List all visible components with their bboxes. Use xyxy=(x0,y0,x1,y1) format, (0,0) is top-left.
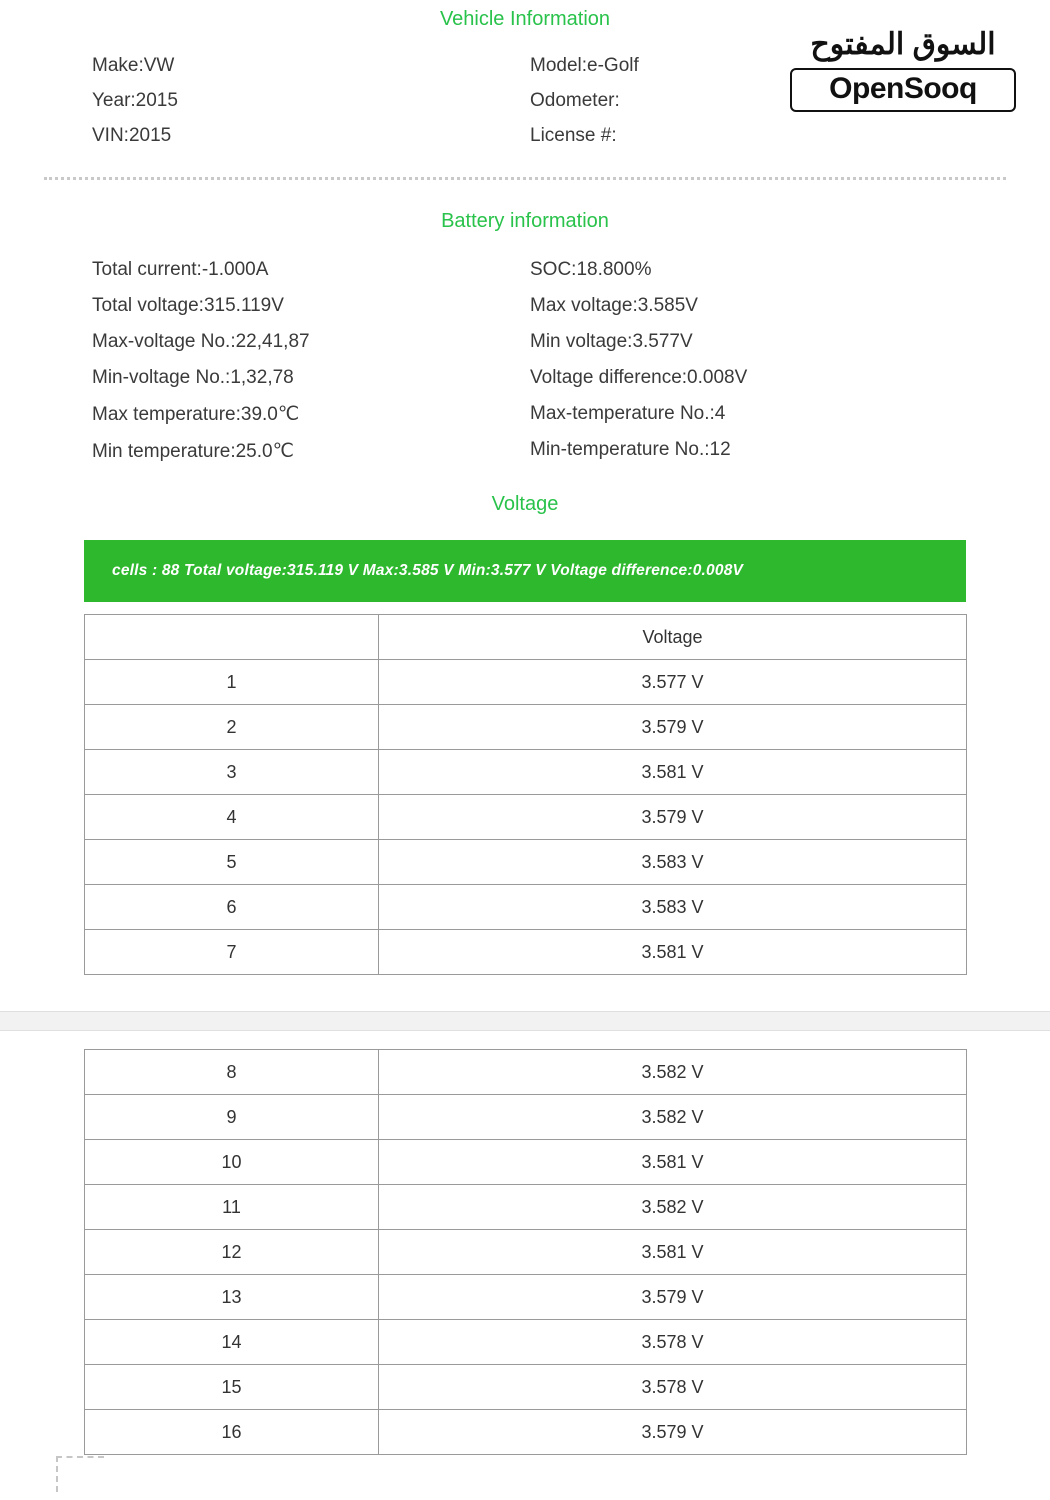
battery-total-current: Total current:-1.000A xyxy=(92,259,269,280)
vehicle-info-left-column xyxy=(92,55,522,147)
cell-voltage: 3.582 V xyxy=(379,1185,967,1230)
cell-voltage: 3.581 V xyxy=(379,930,967,975)
table-row xyxy=(85,1275,967,1320)
cell-index: 8 xyxy=(85,1050,379,1095)
cell-voltage: 3.582 V xyxy=(379,1050,967,1095)
vehicle-make: Make:VW xyxy=(92,55,175,76)
table-row xyxy=(85,1140,967,1185)
opensooq-logo xyxy=(790,30,1016,112)
table-row xyxy=(85,1320,967,1365)
cell-index: 11 xyxy=(85,1185,379,1230)
cell-voltage: 3.583 V xyxy=(379,885,967,930)
vehicle-license: License #: xyxy=(530,125,617,146)
cell-index: 15 xyxy=(85,1365,379,1410)
battery-min-voltage: Min voltage:3.577V xyxy=(530,331,693,352)
logo-arabic-text: السوق المفتوح xyxy=(810,28,996,61)
cell-index: 5 xyxy=(85,840,379,885)
voltage-summary-bar: cells : 88 Total voltage:315.119 V Max:3.585 V Min:3.577 V Voltage difference:0.008V xyxy=(84,540,966,602)
battery-information-title: Battery information xyxy=(441,210,609,232)
cell-index: 1 xyxy=(85,660,379,705)
voltage-table-bottom xyxy=(84,1049,967,1455)
table-row xyxy=(85,840,967,885)
cell-voltage: 3.578 V xyxy=(379,1365,967,1410)
cell-voltage: 3.578 V xyxy=(379,1320,967,1365)
corner-crop-mark xyxy=(56,1456,104,1492)
table-row xyxy=(85,1185,967,1230)
cell-index: 10 xyxy=(85,1140,379,1185)
cell-voltage: 3.579 V xyxy=(379,1410,967,1455)
logo-latin-text: OpenSooq xyxy=(829,72,977,105)
cell-voltage: 3.579 V xyxy=(379,705,967,750)
battery-info-grid xyxy=(0,259,1050,463)
table-row xyxy=(85,1410,967,1455)
cell-index: 6 xyxy=(85,885,379,930)
table-row xyxy=(85,795,967,840)
battery-max-temperature-no: Max-temperature No.:4 xyxy=(530,403,726,424)
vehicle-odometer: Odometer: xyxy=(530,90,620,111)
table-row xyxy=(85,1095,967,1140)
cell-index: 14 xyxy=(85,1320,379,1365)
table-row xyxy=(85,1230,967,1275)
cell-voltage: 3.579 V xyxy=(379,795,967,840)
battery-voltage-difference: Voltage difference:0.008V xyxy=(530,367,748,388)
cell-index: 2 xyxy=(85,705,379,750)
battery-soc: SOC:18.800% xyxy=(530,259,652,280)
cell-index: 7 xyxy=(85,930,379,975)
battery-max-voltage-no: Max-voltage No.:22,41,87 xyxy=(92,331,310,352)
table-header-index xyxy=(85,615,379,660)
battery-min-temperature: Min temperature:25.0℃ xyxy=(92,441,294,462)
battery-max-temperature: Max temperature:39.0℃ xyxy=(92,404,300,425)
cell-index: 16 xyxy=(85,1410,379,1455)
table-row xyxy=(85,705,967,750)
battery-min-voltage-no: Min-voltage No.:1,32,78 xyxy=(92,367,294,388)
battery-max-voltage: Max voltage:3.585V xyxy=(530,295,698,316)
vehicle-vin: VIN:2015 xyxy=(92,125,172,146)
cell-index: 3 xyxy=(85,750,379,795)
page-break-separator xyxy=(0,1011,1050,1031)
battery-info-right-column xyxy=(522,259,960,463)
table-row xyxy=(85,1365,967,1410)
battery-total-voltage: Total voltage:315.119V xyxy=(92,295,284,316)
battery-info-left-column xyxy=(92,259,522,463)
table-row xyxy=(85,660,967,705)
table-row xyxy=(85,930,967,975)
cell-voltage: 3.579 V xyxy=(379,1275,967,1320)
voltage-section-title: Voltage xyxy=(491,493,559,515)
cell-voltage: 3.581 V xyxy=(379,1230,967,1275)
section-divider xyxy=(44,177,1006,180)
logo-latin-box xyxy=(790,68,1016,112)
cell-voltage: 3.582 V xyxy=(379,1095,967,1140)
cell-index: 13 xyxy=(85,1275,379,1320)
cell-voltage: 3.577 V xyxy=(379,660,967,705)
cell-index: 9 xyxy=(85,1095,379,1140)
voltage-table-top xyxy=(84,614,967,975)
table-row xyxy=(85,750,967,795)
table-row xyxy=(85,1050,967,1095)
vehicle-information-title: Vehicle Information xyxy=(439,8,611,30)
vehicle-model: Model:e-Golf xyxy=(530,55,639,76)
cell-voltage: 3.581 V xyxy=(379,1140,967,1185)
cell-index: 4 xyxy=(85,795,379,840)
table-header-row xyxy=(85,615,967,660)
cell-index: 12 xyxy=(85,1230,379,1275)
cell-voltage: 3.583 V xyxy=(379,840,967,885)
table-header-voltage: Voltage xyxy=(379,615,967,660)
vehicle-year: Year:2015 xyxy=(92,90,178,111)
battery-min-temperature-no: Min-temperature No.:12 xyxy=(530,439,731,460)
cell-voltage: 3.581 V xyxy=(379,750,967,795)
table-row xyxy=(85,885,967,930)
